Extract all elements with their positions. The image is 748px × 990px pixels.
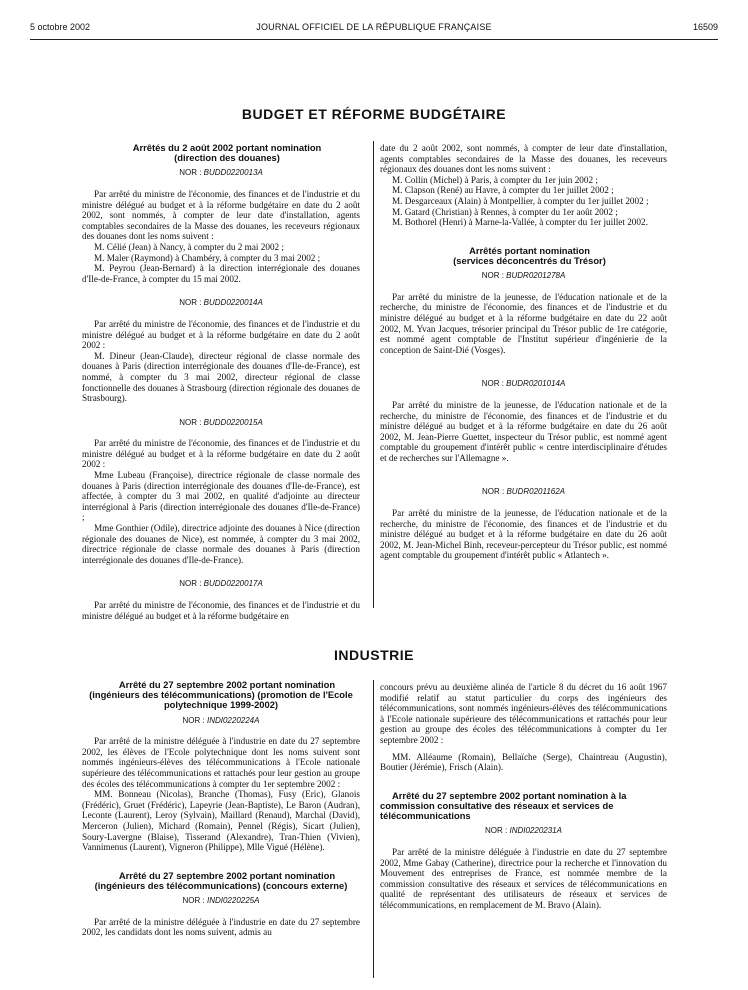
decree-title: Arrêté du 27 septembre 2002 portant nomination à la commission consultative des réseaux et services de télécommunications <box>380 789 627 822</box>
page-number: 16509 <box>692 22 718 32</box>
decree-paragraph: Par arrêté du ministre de l'économie, des finances et de l'industrie et du ministre délégué au budget et à la réforme budgétaire en <box>82 600 360 621</box>
decree-paragraph: concours prévu au deuxième alinéa de l'article 8 du décret du 16 août 1967 modifié relatif au statut particulier du corps des ingénieurs des télécommunications, sont nommés ingénieurs-élèves des télécommunications à l'Ecole nationale supérieure des télécommunications et rattachés pour leur gestion au groupe des écoles des télécommunications à compter du 1er septembre 2002 : <box>380 682 667 745</box>
decree-paragraph: MM. Bonneau (Nicolas), Branche (Thomas), Fusy (Eric), Glanois (Frédéric), Gruet (Frédéric), Lapeyrie (Jean-Baptiste), Le Baron (Audran), Leconte (Laurent), Leroy (Sylvain), Maillard (Renaud), Marchal (David), Merceron (Julien), Michard (Romain), Pennel (Régis), Sicart (Julien), Soury-Lavergne (Blaise), Tisserand (Alexandre), Tran-Thien (Vivien), Vannimenus (Laurent), Vigneron (Philippe), Mlle Vigué (Hélène). <box>82 789 360 853</box>
decree-paragraph: Par arrêté du ministre de l'économie, des finances et de l'industrie et du ministre délégué au budget et à la réforme budgétaire en date du 2 août 2002, sont nommés, à compter de leur date d'installation, agents comptables secondaires de la Masse des douanes, les receveurs régionaux des douanes dont les noms suivent : <box>82 189 360 242</box>
decree-paragraph: Mme Gonthier (Odile), directrice adjointe des douanes à Nice (direction régionale des douanes de Nice), est nommée, à compter du 3 mai 2002, directrice régionale de classe normale des douanes à Paris (direction interrégionale des douanes d'Ile-de-France). <box>82 523 360 565</box>
budget-left-column <box>82 142 360 621</box>
nor-reference: NOR : BUDR0201162A <box>481 487 566 497</box>
decree-title: Arrêté du 27 septembre 2002 portant nomination (ingénieurs des télécommunications) (concours externe) <box>94 869 348 891</box>
decree-paragraph: Mme Lubeau (Françoise), directrice régionale de classe normale des douanes à Paris (direction interrégionale des douanes d'Ile-de-France), est affectée, à compter du 3 mai 2002, en qualité d'adjointe au directeur interrégional à Paris (direction interrégionale des douanes d'Ile-de-France) ; <box>82 470 360 523</box>
decree-paragraph: M. Dineur (Jean-Claude), directeur régional de classe normale des douanes à Paris (direction interrégionale des douanes d'Ile-de-France), est nommé, à compter du 3 mai 2002, directeur régional de classe fonctionnelle des douanes à Strasbourg (direction régionale des douanes de Strasbourg). <box>82 350 360 404</box>
budget-right-column <box>380 143 667 610</box>
decree-paragraph: Par arrêté du ministre de la jeunesse, de l'éducation nationale et de la recherche, du ministre de l'économie, des finances et de l'industrie et du ministre délégué au budget et à la réforme budgétaire en date du 26 août 2002, M. Jean-Pierre Guettet, inspecteur du Trésor public, est nommé agent comptable du groupement d'intérêt public « centre interdisciplinaire d'études et de recherches sur l'Allemagne ». <box>380 399 667 463</box>
issue-date: 5 octobre 2002 <box>30 22 91 32</box>
decree-paragraph: M. Desgarceaux (Alain) à Montpellier, à compter du 1er juillet 2002 ; <box>392 195 649 206</box>
nor-reference: NOR : INDI0220224A <box>182 715 260 725</box>
decree-subtitle: (direction des douanes) <box>174 152 280 164</box>
decree-paragraph: Par arrêté de la ministre déléguée à l'industrie en date du 27 septembre 2002, Mme Gabay (Catherine), directrice pour la recherche et l'innovation du Mouvement des entreprises de France, est nommée membre de la commission consultative des réseaux et services de télécommunications en qualité de représentant des utilisateurs de réseaux et services de télécommunications, en remplacement de M. Bravo (Alain). <box>380 846 667 910</box>
industrie-right-column <box>380 682 667 980</box>
decree-paragraph: M. Peyrou (Jean-Bernard) à la direction interrégionale des douanes d'Ile-de-France, à compter du 15 mai 2002. <box>82 263 360 284</box>
decree-paragraph: M. Clapson (René) au Havre, à compter du 1er juillet 2002 ; <box>392 185 614 196</box>
decree-paragraph: M. Collin (Michel) à Paris, à compter du 1er juin 2002 ; <box>392 174 598 185</box>
nor-reference: NOR : INDI0220231A <box>485 826 562 836</box>
section-title-industrie: INDUSTRIE <box>334 647 414 663</box>
decree-paragraph: Par arrêté de la ministre déléguée à l'industrie en date du 27 septembre 2002, les candidats dont les noms suivent, admis au <box>82 916 360 938</box>
nor-reference: NOR : BUDD0220013A <box>179 168 263 178</box>
decree-paragraph: M. Célié (Jean) à Nancy, à compter du 2 mai 2002 ; <box>94 241 284 252</box>
decree-paragraph: M. Maler (Raymond) à Chambéry, à compter du 3 mai 2002 ; <box>94 252 321 263</box>
nor-reference: NOR : BUDR0201014A <box>481 379 566 389</box>
column-separator <box>373 141 374 608</box>
decree-paragraph: M. Gatard (Christian) à Rennes, à compter du 1er août 2002 ; <box>392 206 618 217</box>
decree-paragraph: Par arrêté du ministre de l'économie, des finances et de l'industrie et du ministre délégué au budget et à la réforme budgétaire en date du 2 août 2002 : <box>82 318 360 351</box>
nor-reference: NOR : BUDD0220014A <box>179 298 263 308</box>
decree-paragraph: date du 2 août 2002, sont nommés, à compter de leur date d'installation, agents comptables secondaires de la Masse des douanes, les receveurs régionaux des douanes dont les noms suivent : <box>380 143 667 175</box>
decree-title: Arrêté du 27 septembre 2002 portant nomination (ingénieurs des télécommunications) (promotion de l'Ecole polytechnique 1999-2002) <box>89 679 353 711</box>
decree-title: Arrêtés du 2 août 2002 portant nomination <box>132 142 322 153</box>
decree-subtitle: (services déconcentrés du Trésor) <box>453 254 606 266</box>
page-header <box>30 22 718 36</box>
decree-paragraph: Par arrêté du ministre de la jeunesse, de l'éducation nationale et de la recherche, du ministre de l'économie, des finances et de l'industrie et du ministre délégué au budget et à la réforme budgétaire en date du 22 août 2002, M. Yvan Jacques, trésorier principal du Trésor public de 1re catégorie, est nommé agent comptable de l'Institut supérieur d'ingénierie de la conception de Saint-Dié (Vosges). <box>380 291 667 355</box>
column-separator <box>373 680 374 978</box>
decree-paragraph: M. Bothorel (Henri) à Marne-la-Vallée, à compter du 1er juillet 2002. <box>392 217 648 228</box>
section-title-budget: BUDGET ET RÉFORME BUDGÉTAIRE <box>241 106 507 122</box>
decree-paragraph: Par arrêté de la ministre déléguée à l'industrie en date du 27 septembre 2002, les élèves de l'Ecole polytechnique dont les noms suivent sont nommés ingénieurs-élèves des télécommunications à l'Ecole nationale supérieure des télécommunications et rattachés pour leur gestion au groupe des écoles des télécommunications à compter du 1er septembre 2002 : <box>82 736 360 789</box>
decree-paragraph: MM. Alléaume (Romain), Bellaïche (Serge), Chaintreau (Augustin), Boutier (Jérémie), Frisch (Alain). <box>380 751 667 773</box>
decree-title: Arrêtés portant nomination <box>469 244 590 256</box>
decree-paragraph: Par arrêté du ministre de la jeunesse, de l'éducation nationale et de la recherche, du ministre de l'économie, des finances et de l'industrie et du ministre délégué au budget et à la réforme budgétaire en date du 26 août 2002, M. Jean-Michel Binh, receveur-percepteur du Trésor public, est nommé agent comptable du groupement d'intérêt public « Atlantech ». <box>380 508 667 561</box>
nor-reference: NOR : BUDR0201278A <box>481 271 566 281</box>
decree-paragraph: Par arrêté du ministre de l'économie, des finances et de l'industrie et du ministre délégué au budget et à la réforme budgétaire en date du 2 août 2002 : <box>82 438 360 470</box>
nor-reference: NOR : INDI0220225A <box>182 896 260 906</box>
journal-title: JOURNAL OFFICIEL DE LA RÉPUBLIQUE FRANÇAISE <box>256 22 492 32</box>
nor-reference: NOR : BUDD0220017A <box>179 579 263 589</box>
nor-reference: NOR : BUDD0220015A <box>179 417 263 427</box>
header-rule <box>30 39 718 40</box>
industrie-left-column <box>82 680 360 980</box>
